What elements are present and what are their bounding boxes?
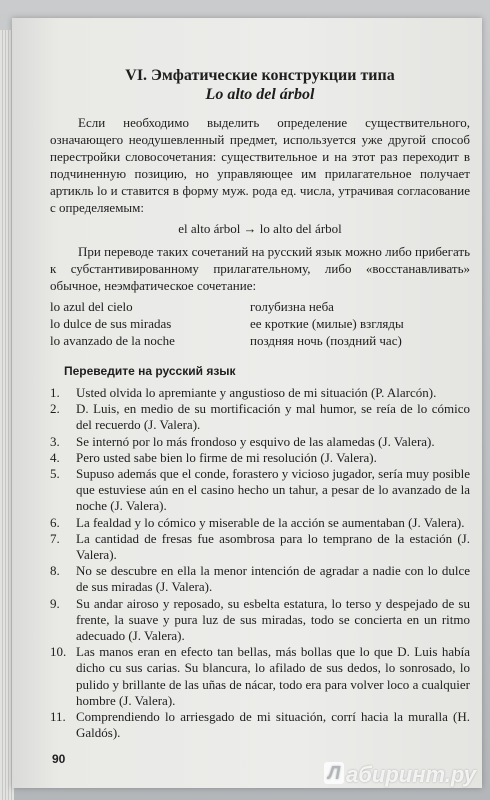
watermark-text: абиринт.ру bbox=[346, 762, 476, 787]
page-number: 90 bbox=[52, 752, 66, 766]
exercise-item bbox=[50, 466, 470, 515]
exercise-number: 8. bbox=[50, 563, 60, 579]
pair-ru: голубизна неба bbox=[250, 299, 334, 314]
exercise-number: 4. bbox=[50, 449, 60, 465]
watermark-letter: Л bbox=[324, 762, 344, 784]
pair-es: lo azul del cielo bbox=[50, 299, 133, 314]
exercise-item bbox=[50, 709, 470, 741]
exercise-item bbox=[50, 644, 470, 709]
heading-line-2: Lo alto del árbol bbox=[205, 86, 315, 103]
exercise-text: No se descubre en ella la menor intención de agradar a nadie con lo dulce de sus miradas (J. Valera). bbox=[76, 563, 470, 595]
exercise-text: Usted olvida lo apremiante y angustioso de mi situación (P. Alarcón). bbox=[76, 385, 437, 400]
exercise-number: 10. bbox=[50, 644, 67, 660]
exercise-text: Pero usted sabe bien lo firme de mi resolución (J. Valera). bbox=[76, 449, 377, 465]
exercise-item bbox=[50, 596, 470, 645]
translation-note: При переводе таких сочетаний на русский язык можно либо прибегать к субстантивированному прилагательному, либо «восстанавливать» обычное, неэмфатическое сочетание: bbox=[50, 244, 470, 293]
exercise-number: 9. bbox=[50, 595, 60, 611]
pair-ru: ее кроткие (милые) взгляды bbox=[250, 316, 404, 331]
exercise-text: D. Luis, en medio de su mortificación y mal humor, se reía de lo cómico del recuerdo (J. Valera). bbox=[76, 401, 470, 433]
exercise-text: Comprendiendo lo arriesgado de mi situación, corrí hacia la muralla (H. Galdós). bbox=[76, 709, 470, 741]
exercise-item bbox=[50, 385, 470, 401]
exercise-item bbox=[50, 450, 470, 466]
exercise-list bbox=[50, 385, 470, 741]
exercise-number: 5. bbox=[50, 466, 60, 482]
exercise-number: 3. bbox=[50, 433, 60, 449]
exercise-item bbox=[50, 531, 470, 563]
watermark-logo bbox=[324, 762, 476, 788]
book-page bbox=[12, 18, 482, 788]
exercise-number: 1. bbox=[50, 385, 60, 400]
exercise-number: 7. bbox=[50, 530, 60, 546]
exercise-item bbox=[50, 563, 470, 595]
exercise-number: 11. bbox=[50, 709, 66, 725]
intro-paragraph: Если необходимо выделить определение существительного, означающего неодушевленный предмет, используется уже другой способ перестройки словосочетания: существительное и на этот раз переходит в подчиненную позицию, но управляющее им прилагательное получает артикль lo и ставится в форму муж. рода ед. числа, утрачивая согласование с определяемым: bbox=[50, 115, 470, 215]
exercise-text: La fealdad y lo cómico y miserable de la acción se aumentaban (J. Valera). bbox=[76, 514, 465, 530]
heading-line-1: VI. Эмфатические конструкции типа bbox=[125, 67, 395, 84]
exercise-text: Supuso además que el conde, forastero y vicioso jugador, sería muy posible que estuviese aún en el casino hecho un tahur, a pesar de lo avanzado de la noche (J. Valera). bbox=[76, 466, 470, 514]
exercise-text: La cantidad de fresas fue asombrosa para lo temprano de la estación (J. Valera). bbox=[76, 530, 470, 563]
exercise-number: 2. bbox=[50, 401, 60, 417]
exercise-text: Las manos eran en efecto tan bellas, más bollas que lo que D. Luis había dicho cu sus carias. Su blancura, lo afilado de sus dedos, lo sonrosado, lo pulido y brillante de las uñas de nácar, todo era para volver loco a cualquier hombre (J. Valera). bbox=[76, 644, 470, 708]
exercise-text: Su andar airoso y reposado, su esbelta estatura, lo terso y despejado de su frente, la suave y pura luz de sus miradas, todo se concierta en un ritmo adecuado (J. Valera). bbox=[76, 595, 470, 644]
section-heading bbox=[50, 66, 470, 104]
pair-ru: поздняя ночь (поздний час) bbox=[250, 333, 402, 348]
exercise-text: Se internó por lo más frondoso y esquivo de las alamedas (J. Valera). bbox=[76, 433, 435, 449]
exercise-number: 6. bbox=[50, 514, 60, 530]
example-line: el alto árbol → lo alto del árbol bbox=[178, 221, 342, 236]
page-content bbox=[50, 66, 470, 741]
exercise-item bbox=[50, 401, 470, 433]
pair-es: lo dulce de sus miradas bbox=[50, 316, 172, 331]
pair-es: lo avanzado de la noche bbox=[50, 333, 175, 348]
example-pairs bbox=[50, 298, 470, 349]
exercise-heading: Переведите на русский язык bbox=[64, 364, 236, 378]
exercise-item bbox=[50, 434, 470, 450]
exercise-item bbox=[50, 515, 470, 531]
